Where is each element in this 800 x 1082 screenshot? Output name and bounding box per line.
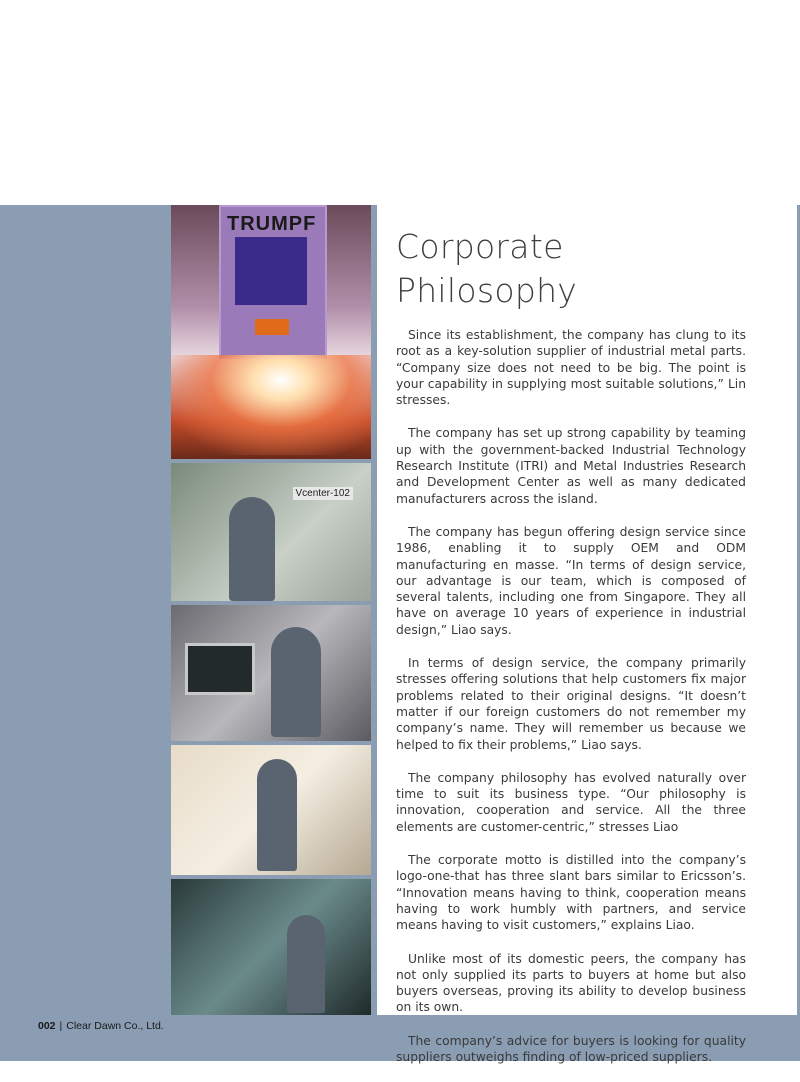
photo-quality-inspection: [171, 745, 371, 879]
page-number: 002: [38, 1020, 56, 1032]
page-title: Corporate Philosophy: [396, 227, 578, 310]
machine-window: [235, 237, 307, 305]
photo-machining-center: [171, 879, 371, 1015]
paragraph: The company has set up strong capability by teaming up with the government-backed Industrial Technology Research Institute (ITRI) and Metal Industries Research and Development Center as well as many dedicated manufacturers across the island.: [396, 426, 746, 506]
photo-design-team: [171, 605, 371, 745]
laptop-screen: [185, 643, 255, 695]
left-color-band: [0, 205, 171, 1015]
photo-divider-band: [371, 205, 377, 1015]
engineer-figure: [271, 627, 321, 737]
company-name: Clear Dawn Co., Ltd.: [66, 1020, 164, 1032]
paragraph: Unlike most of its domestic peers, the company has not only supplied its parts to buyers at home but also buyers overseas, proving its ability to develop business on its own.: [396, 951, 746, 1015]
inspector-figure: [257, 759, 297, 871]
article-body: [396, 327, 746, 1065]
cnc-machine-label: Vcenter-102: [293, 487, 353, 500]
paragraph: The company has begun offering design service since 1986, enabling it to supply OEM and ODM manufacturing en masse. “In terms of design service, our advantage is our team, which is composed of several talents, including one from Singapore. They all have on average 10 years of experience in industrial design,” Liao says.: [396, 524, 746, 637]
paragraph: Since its establishment, the company has clung to its root as a key-solution supplier of industrial metal parts. “Company size does not need to be big. The point is your capability in supplying most suitable solutions,” Lin stresses.: [396, 328, 746, 408]
article-content: [396, 225, 746, 1082]
footer-separator: |: [59, 1020, 63, 1032]
page-footer: [38, 1020, 164, 1032]
paragraph: The company philosophy has evolved naturally over time to suit its business type. “Our philosophy is innovation, cooperation and service. All the three elements are customer-centric,” stresses Liao: [396, 770, 746, 834]
machine-warning-plate: [255, 319, 289, 335]
paragraph: The corporate motto is distilled into the company’s logo-one-that has three slant bars similar to Ericsson’s. “Innovation means having to think, cooperation means having to work humbly with partners, and service means having to visit customers,” explains Liao.: [396, 853, 746, 933]
laser-machine-head: [219, 205, 327, 359]
photo-laser-cutter: [171, 205, 371, 463]
paragraph: The company’s advice for buyers is looking for quality suppliers outweighs finding of low-priced suppliers.: [396, 1033, 746, 1064]
paragraph: In terms of design service, the company primarily stresses offering solutions that help customers fix major problems related to their original designs. “It doesn’t matter if our foreign customers do not remember my company’s name. They will remember us because we helped to fix their problems,” Liao says.: [396, 656, 746, 752]
machinist-figure: [287, 915, 325, 1013]
operator-figure: [229, 497, 275, 601]
machine-brand-logo: TRUMPF: [227, 213, 317, 235]
photo-cnc-operator: [171, 463, 371, 605]
laser-sparks: [171, 355, 371, 455]
